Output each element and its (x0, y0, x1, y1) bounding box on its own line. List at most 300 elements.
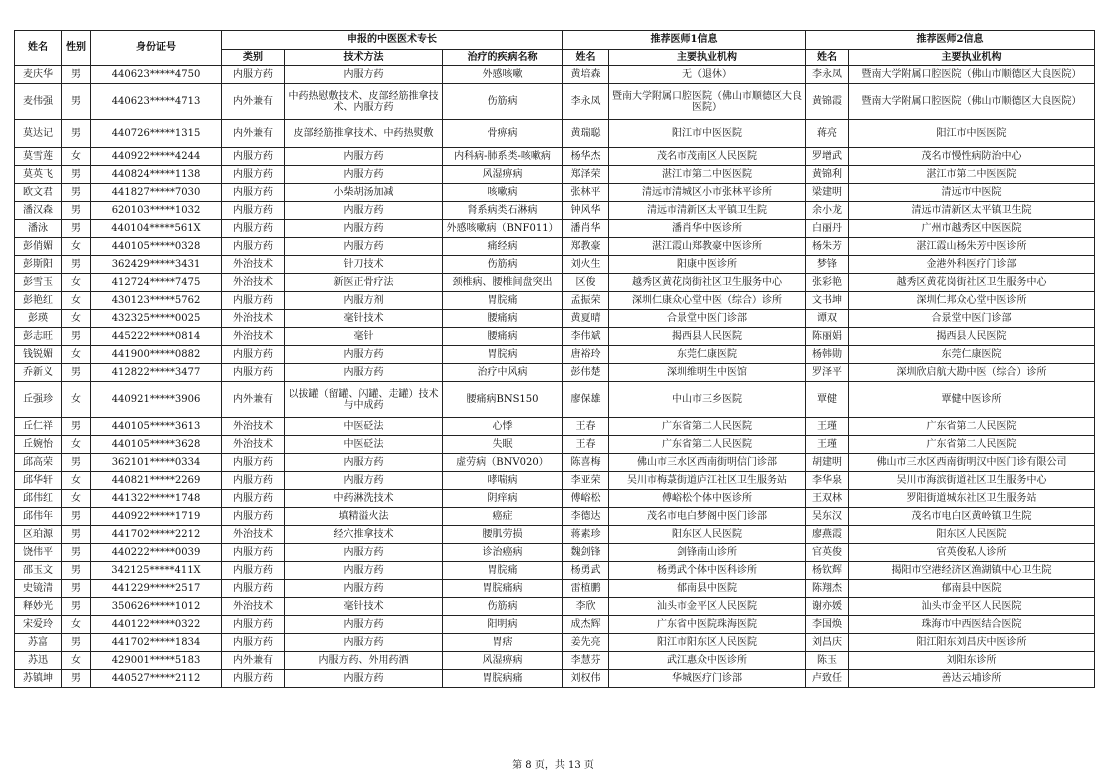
header-ref2-name: 姓名 (806, 50, 849, 66)
cell-ref2-name: 陈丽娟 (806, 328, 849, 346)
cell-ref2-name: 刘昌庆 (806, 634, 849, 652)
cell-gender: 男 (62, 220, 91, 238)
cell-category: 内服方药 (222, 544, 285, 562)
cell-ref1-org: 湛江市第二中医医院 (609, 166, 806, 184)
cell-category: 内服方药 (222, 202, 285, 220)
cell-ref2-org: 阳江市中医医院 (849, 120, 1095, 148)
cell-id: 432325*****0025 (91, 310, 222, 328)
cell-category: 内外兼有 (222, 652, 285, 670)
cell-gender: 男 (62, 84, 91, 120)
table-row (15, 274, 1095, 292)
cell-name: 苏富 (15, 634, 62, 652)
cell-id: 440527*****2112 (91, 670, 222, 688)
cell-method: 内服方药 (285, 454, 443, 472)
cell-disease: 腰痛病BNS150 (443, 382, 563, 418)
table-row (15, 364, 1095, 382)
cell-ref1-name: 刘权伟 (563, 670, 609, 688)
cell-ref2-org: 湛江霞山杨朱芳中医诊所 (849, 238, 1095, 256)
header-group-ref1: 推荐医师1信息 (563, 31, 806, 50)
cell-ref2-name: 罗增武 (806, 148, 849, 166)
cell-ref1-org: 广东省第二人民医院 (609, 418, 806, 436)
cell-ref2-name: 余小龙 (806, 202, 849, 220)
cell-name: 莫雪莲 (15, 148, 62, 166)
cell-disease: 咳嗽病 (443, 184, 563, 202)
cell-gender: 女 (62, 148, 91, 166)
cell-method: 内服方药 (285, 364, 443, 382)
cell-disease: 胃脘痛病 (443, 580, 563, 598)
cell-ref2-org: 阳江阳东刘昌庆中医诊所 (849, 634, 1095, 652)
cell-id: 440824*****1138 (91, 166, 222, 184)
cell-ref1-name: 雷植鹏 (563, 580, 609, 598)
cell-disease: 风湿痹病 (443, 166, 563, 184)
cell-ref1-org: 湛江霞山郑教豪中医诊所 (609, 238, 806, 256)
cell-name: 彭志旺 (15, 328, 62, 346)
cell-disease: 外感咳嗽 (443, 66, 563, 84)
cell-gender: 女 (62, 310, 91, 328)
cell-disease: 痛经病 (443, 238, 563, 256)
table-row (15, 544, 1095, 562)
cell-id: 440122*****0322 (91, 616, 222, 634)
cell-gender: 男 (62, 544, 91, 562)
cell-ref2-org: 广州市越秀区中医医院 (849, 220, 1095, 238)
cell-ref1-org: 武江惠众中医诊所 (609, 652, 806, 670)
cell-id: 441702*****1834 (91, 634, 222, 652)
cell-ref1-name: 潘肖华 (563, 220, 609, 238)
table-row (15, 256, 1095, 274)
cell-category: 内服方药 (222, 220, 285, 238)
cell-ref1-org: 茂名市茂南区人民医院 (609, 148, 806, 166)
header-gender: 性别 (62, 31, 91, 66)
table-body (15, 66, 1095, 688)
cell-method: 小柴胡汤加减 (285, 184, 443, 202)
cell-name: 邱高荣 (15, 454, 62, 472)
cell-ref1-name: 李德达 (563, 508, 609, 526)
cell-ref2-org: 金港外科医疗门诊部 (849, 256, 1095, 274)
cell-id: 440105*****0328 (91, 238, 222, 256)
table-row (15, 346, 1095, 364)
cell-category: 外治技术 (222, 274, 285, 292)
cell-ref2-name: 黄锦霞 (806, 84, 849, 120)
cell-ref2-org: 刘阳东诊所 (849, 652, 1095, 670)
cell-method: 毫针 (285, 328, 443, 346)
cell-disease: 风湿痹病 (443, 652, 563, 670)
cell-name: 欧文君 (15, 184, 62, 202)
cell-category: 内服方药 (222, 490, 285, 508)
cell-ref1-org: 吴川市梅菉街道庐江社区卫生服务站 (609, 472, 806, 490)
cell-ref1-name: 姜先亮 (563, 634, 609, 652)
cell-gender: 女 (62, 436, 91, 454)
header-category: 类别 (222, 50, 285, 66)
cell-gender: 女 (62, 616, 91, 634)
cell-ref2-name: 陈翔杰 (806, 580, 849, 598)
cell-gender: 女 (62, 274, 91, 292)
cell-ref1-org: 阳江市阳东区人民医院 (609, 634, 806, 652)
header-ref1-org: 主要执业机构 (609, 50, 806, 66)
cell-method: 内服方药 (285, 544, 443, 562)
cell-ref1-name: 李慧芬 (563, 652, 609, 670)
header-name: 姓名 (15, 31, 62, 66)
cell-gender: 女 (62, 382, 91, 418)
cell-name: 钱锐媚 (15, 346, 62, 364)
cell-gender: 男 (62, 598, 91, 616)
cell-disease: 外感咳嗽病（BNF011） (443, 220, 563, 238)
table-row (15, 310, 1095, 328)
cell-method: 内服方药 (285, 238, 443, 256)
cell-gender: 男 (62, 562, 91, 580)
cell-ref2-org: 吴川市海滨街道社区卫生服务中心 (849, 472, 1095, 490)
cell-method: 中医砭法 (285, 436, 443, 454)
cell-disease: 肾系病类石淋病 (443, 202, 563, 220)
cell-category: 内外兼有 (222, 120, 285, 148)
cell-gender: 男 (62, 166, 91, 184)
cell-category: 内服方药 (222, 292, 285, 310)
cell-disease: 内科病-肺系类-咳嗽病 (443, 148, 563, 166)
table-row (15, 66, 1095, 84)
cell-ref2-org: 暨南大学附属口腔医院（佛山市顺德区大良医院） (849, 84, 1095, 120)
cell-ref2-org: 深圳仁邦众心堂中医诊所 (849, 292, 1095, 310)
cell-disease: 治疗中风病 (443, 364, 563, 382)
cell-id: 430123*****5762 (91, 292, 222, 310)
cell-name: 彭瑛 (15, 310, 62, 328)
cell-disease: 虚劳病（BNV020） (443, 454, 563, 472)
cell-name: 乔新义 (15, 364, 62, 382)
cell-ref2-name: 卢致任 (806, 670, 849, 688)
table-row (15, 562, 1095, 580)
cell-disease: 胃脘病 (443, 346, 563, 364)
cell-method: 中药热慰敷技术、皮部经筋推拿技术、内服方药 (285, 84, 443, 120)
registry-table (14, 30, 1095, 688)
cell-id: 350626*****1012 (91, 598, 222, 616)
cell-disease: 伤筋病 (443, 256, 563, 274)
cell-ref2-org: 郁南县中医院 (849, 580, 1095, 598)
table-row (15, 148, 1095, 166)
table-row (15, 84, 1095, 120)
cell-disease: 骨痹病 (443, 120, 563, 148)
cell-ref2-name: 李国焕 (806, 616, 849, 634)
cell-ref2-name: 廖燕霞 (806, 526, 849, 544)
cell-disease: 伤筋病 (443, 598, 563, 616)
cell-gender: 女 (62, 652, 91, 670)
cell-disease: 诊治癌病 (443, 544, 563, 562)
table-row (15, 166, 1095, 184)
cell-method: 新医正骨疗法 (285, 274, 443, 292)
cell-ref2-org: 深圳欣启航大勘中医（综合）诊所 (849, 364, 1095, 382)
cell-method: 内服方药 (285, 202, 443, 220)
cell-ref2-name: 白丽丹 (806, 220, 849, 238)
cell-category: 外治技术 (222, 598, 285, 616)
cell-ref2-name: 杨韩勋 (806, 346, 849, 364)
cell-name: 苏镇坤 (15, 670, 62, 688)
cell-ref1-org: 郁南县中医院 (609, 580, 806, 598)
cell-name: 区珀源 (15, 526, 62, 544)
cell-ref2-org: 揭西县人民医院 (849, 328, 1095, 346)
table-row (15, 120, 1095, 148)
table-row (15, 634, 1095, 652)
cell-category: 外治技术 (222, 418, 285, 436)
cell-ref1-name: 唐裕玲 (563, 346, 609, 364)
cell-name: 苏迅 (15, 652, 62, 670)
cell-ref1-name: 王春 (563, 436, 609, 454)
cell-gender: 男 (62, 670, 91, 688)
cell-id: 441900*****0882 (91, 346, 222, 364)
header-group-specialty: 申报的中医医术专长 (222, 31, 563, 50)
cell-id: 440726*****1315 (91, 120, 222, 148)
cell-id: 412724*****7475 (91, 274, 222, 292)
cell-category: 内服方药 (222, 508, 285, 526)
cell-category: 内服方药 (222, 454, 285, 472)
cell-ref2-org: 珠海市中西医结合医院 (849, 616, 1095, 634)
cell-category: 外治技术 (222, 526, 285, 544)
cell-ref1-name: 李伟斌 (563, 328, 609, 346)
cell-ref2-org: 覃健中医诊所 (849, 382, 1095, 418)
table-row (15, 490, 1095, 508)
cell-ref2-name: 陈玉 (806, 652, 849, 670)
header-ref2-org: 主要执业机构 (849, 50, 1095, 66)
cell-id: 440821*****2269 (91, 472, 222, 490)
cell-name: 莫英飞 (15, 166, 62, 184)
cell-ref1-name: 廖保雄 (563, 382, 609, 418)
cell-disease: 阳明病 (443, 616, 563, 634)
cell-gender: 女 (62, 238, 91, 256)
table-row (15, 202, 1095, 220)
cell-ref2-name: 谢亦媛 (806, 598, 849, 616)
cell-gender: 男 (62, 120, 91, 148)
header-group-ref2: 推荐医师2信息 (806, 31, 1095, 50)
cell-method: 内服方药 (285, 66, 443, 84)
cell-ref1-name: 王春 (563, 418, 609, 436)
cell-gender: 女 (62, 292, 91, 310)
table-row (15, 418, 1095, 436)
cell-category: 内服方药 (222, 66, 285, 84)
cell-disease: 胃脘痛 (443, 562, 563, 580)
cell-ref1-org: 华城医疗门诊部 (609, 670, 806, 688)
cell-ref1-org: 揭西县人民医院 (609, 328, 806, 346)
cell-category: 内服方药 (222, 364, 285, 382)
cell-disease: 哮喘病 (443, 472, 563, 490)
cell-ref2-name: 王瑾 (806, 436, 849, 454)
table-row (15, 292, 1095, 310)
cell-ref2-org: 清远市清新区太平镇卫生院 (849, 202, 1095, 220)
cell-category: 内外兼有 (222, 382, 285, 418)
cell-ref2-org: 茂名市慢性病防治中心 (849, 148, 1095, 166)
cell-category: 内服方药 (222, 166, 285, 184)
cell-id: 441827*****7030 (91, 184, 222, 202)
cell-category: 内服方药 (222, 472, 285, 490)
cell-ref1-org: 阳东区人民医院 (609, 526, 806, 544)
cell-ref1-org: 剑锋南山诊所 (609, 544, 806, 562)
cell-category: 外治技术 (222, 310, 285, 328)
cell-ref1-org: 中山市三乡医院 (609, 382, 806, 418)
cell-ref2-org: 佛山市三水区西南街明汉中医门诊有限公司 (849, 454, 1095, 472)
cell-disease: 腰痛病 (443, 328, 563, 346)
cell-gender: 男 (62, 202, 91, 220)
cell-ref1-org: 深圳维明生中医馆 (609, 364, 806, 382)
cell-id: 440105*****3628 (91, 436, 222, 454)
cell-ref1-org: 汕头市金平区人民医院 (609, 598, 806, 616)
cell-name: 麦庆华 (15, 66, 62, 84)
cell-gender: 男 (62, 184, 91, 202)
cell-disease: 失眠 (443, 436, 563, 454)
cell-name: 潘汉森 (15, 202, 62, 220)
table-row (15, 580, 1095, 598)
cell-category: 内服方药 (222, 238, 285, 256)
cell-ref2-org: 茂名市电白区黄岭镇卫生院 (849, 508, 1095, 526)
cell-gender: 男 (62, 364, 91, 382)
cell-method: 皮部经筋推拿技术、中药热熨敷 (285, 120, 443, 148)
cell-ref1-name: 钟风华 (563, 202, 609, 220)
cell-ref2-org: 暨南大学附属口腔医院（佛山市顺德区大良医院） (849, 66, 1095, 84)
cell-disease: 腰痛病 (443, 310, 563, 328)
cell-ref2-name: 吴东汉 (806, 508, 849, 526)
cell-gender: 男 (62, 508, 91, 526)
cell-ref1-name: 区俊 (563, 274, 609, 292)
table-row (15, 454, 1095, 472)
cell-ref2-name: 罗泽平 (806, 364, 849, 382)
cell-name: 释妙光 (15, 598, 62, 616)
cell-ref2-org: 东莞仁康医院 (849, 346, 1095, 364)
cell-ref1-org: 潘肖华中医诊所 (609, 220, 806, 238)
cell-name: 彭斯阳 (15, 256, 62, 274)
cell-method: 内服方药 (285, 616, 443, 634)
cell-ref1-org: 清远市清新区太平镇卫生院 (609, 202, 806, 220)
cell-method: 填精溢火法 (285, 508, 443, 526)
cell-method: 中医砭法 (285, 418, 443, 436)
table-header (15, 31, 1095, 66)
cell-ref2-org: 合景堂中医门诊部 (849, 310, 1095, 328)
cell-ref2-name: 张彩艳 (806, 274, 849, 292)
table-row (15, 220, 1095, 238)
cell-ref1-name: 李欣 (563, 598, 609, 616)
cell-ref1-name: 成杰辉 (563, 616, 609, 634)
table-row (15, 472, 1095, 490)
cell-id: 620103*****1032 (91, 202, 222, 220)
cell-ref2-name: 李永凤 (806, 66, 849, 84)
cell-disease: 胃脘痛 (443, 292, 563, 310)
cell-gender: 女 (62, 346, 91, 364)
cell-method: 内服方药 (285, 562, 443, 580)
header-disease: 治疗的疾病名称 (443, 50, 563, 66)
cell-ref2-name: 杨钦辉 (806, 562, 849, 580)
cell-category: 内外兼有 (222, 84, 285, 120)
cell-method: 以拔罐（留罐、闪罐、走罐）技术与中成药 (285, 382, 443, 418)
cell-ref1-org: 暨南大学附属口腔医院（佛山市顺德区大良医院） (609, 84, 806, 120)
cell-ref2-org: 清远市中医院 (849, 184, 1095, 202)
cell-gender: 女 (62, 490, 91, 508)
table-row (15, 238, 1095, 256)
cell-name: 邵玉文 (15, 562, 62, 580)
table-row (15, 526, 1095, 544)
cell-ref1-name: 魏剑锋 (563, 544, 609, 562)
cell-method: 内服方药 (285, 148, 443, 166)
header-ref1-name: 姓名 (563, 50, 609, 66)
cell-ref2-name: 李华泉 (806, 472, 849, 490)
cell-method: 经穴推拿技术 (285, 526, 443, 544)
cell-ref1-org: 东莞仁康医院 (609, 346, 806, 364)
cell-disease: 伤筋病 (443, 84, 563, 120)
cell-ref2-name: 胡建明 (806, 454, 849, 472)
cell-category: 内服方药 (222, 634, 285, 652)
cell-ref2-name: 覃健 (806, 382, 849, 418)
cell-category: 内服方药 (222, 670, 285, 688)
cell-ref2-org: 揭阳市空港经济区渔湖镇中心卫生院 (849, 562, 1095, 580)
table-row (15, 652, 1095, 670)
cell-id: 412822*****3477 (91, 364, 222, 382)
cell-ref1-name: 陈喜梅 (563, 454, 609, 472)
table-row (15, 328, 1095, 346)
cell-ref2-org: 官英俊私人诊所 (849, 544, 1095, 562)
cell-method: 内服方药 (285, 220, 443, 238)
cell-id: 440104*****561X (91, 220, 222, 238)
cell-name: 丘仁祥 (15, 418, 62, 436)
cell-id: 440921*****3906 (91, 382, 222, 418)
cell-method: 毫针技术 (285, 310, 443, 328)
cell-gender: 男 (62, 256, 91, 274)
cell-name: 丘婉怡 (15, 436, 62, 454)
cell-method: 针刀技术 (285, 256, 443, 274)
table-row (15, 508, 1095, 526)
cell-method: 内服方药 (285, 634, 443, 652)
cell-method: 内服方剂 (285, 292, 443, 310)
cell-gender: 男 (62, 634, 91, 652)
cell-ref2-org: 善达云埔诊所 (849, 670, 1095, 688)
cell-ref1-org: 清远市清城区小市张林平诊所 (609, 184, 806, 202)
cell-id: 342125*****411X (91, 562, 222, 580)
cell-ref1-org: 傅峪松个体中医诊所 (609, 490, 806, 508)
cell-ref2-org: 罗阳街道城东社区卫生服务站 (849, 490, 1095, 508)
cell-name: 饶伟平 (15, 544, 62, 562)
cell-ref2-name: 梁建明 (806, 184, 849, 202)
cell-disease: 胃痞 (443, 634, 563, 652)
cell-name: 邱伟红 (15, 490, 62, 508)
cell-method: 内服方药、外用药酒 (285, 652, 443, 670)
cell-ref1-org: 越秀区黄花岗街社区卫生服务中心 (609, 274, 806, 292)
cell-ref1-name: 黄培森 (563, 66, 609, 84)
cell-ref2-org: 阳东区人民医院 (849, 526, 1095, 544)
cell-ref1-name: 蒋素珍 (563, 526, 609, 544)
cell-ref1-org: 无（退休） (609, 66, 806, 84)
cell-ref1-name: 黄夏晴 (563, 310, 609, 328)
cell-name: 彭俏媚 (15, 238, 62, 256)
cell-id: 441229*****2517 (91, 580, 222, 598)
cell-method: 毫针技术 (285, 598, 443, 616)
cell-ref1-org: 阳江市中医医院 (609, 120, 806, 148)
cell-ref2-name: 王瑾 (806, 418, 849, 436)
cell-name: 潘泳 (15, 220, 62, 238)
table-row (15, 382, 1095, 418)
cell-category: 外治技术 (222, 256, 285, 274)
cell-ref1-org: 阳康中医诊所 (609, 256, 806, 274)
table-row (15, 616, 1095, 634)
cell-name: 彭艳红 (15, 292, 62, 310)
cell-id: 440922*****1719 (91, 508, 222, 526)
cell-method: 内服方药 (285, 166, 443, 184)
cell-name: 丘强珍 (15, 382, 62, 418)
cell-category: 内服方药 (222, 184, 285, 202)
header-id: 身份证号 (91, 31, 222, 66)
cell-ref1-name: 傅峪松 (563, 490, 609, 508)
cell-ref1-name: 杨勇武 (563, 562, 609, 580)
cell-ref1-name: 杨华杰 (563, 148, 609, 166)
cell-category: 内服方药 (222, 346, 285, 364)
cell-gender: 男 (62, 328, 91, 346)
cell-ref1-org: 广东省第二人民医院 (609, 436, 806, 454)
cell-ref1-name: 彭伟楚 (563, 364, 609, 382)
table-row (15, 436, 1095, 454)
cell-category: 外治技术 (222, 436, 285, 454)
cell-gender: 男 (62, 526, 91, 544)
table-row (15, 184, 1095, 202)
cell-ref1-org: 深圳仁康众心堂中医（综合）诊所 (609, 292, 806, 310)
